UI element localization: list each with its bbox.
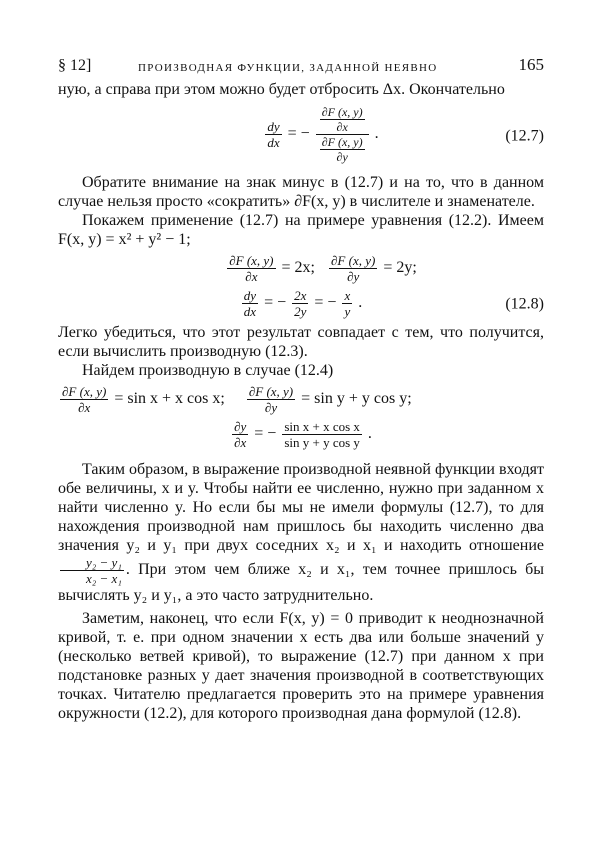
equation-12-8: $\frac{dy}{dx}$ = − $\frac{2x}{2y}$ = − $\frac{x}{y}$ . (12.8) bbox=[243, 288, 544, 319]
fraction-dy-dx: $\frac{dy}{dx}$ bbox=[267, 119, 280, 150]
ratio-fraction: $\frac{\text{y₂ − y₁}}{\text{x₂ − x₁}}$ bbox=[60, 555, 124, 586]
paragraph-case: Найдем производную в случае (12.4) bbox=[82, 362, 334, 379]
equation-case-result: $\frac{\partial y}{\partial x}$ = − $\frac{\text{sin x + x cos x}}{\text{sin y + y cos y}}$ . bbox=[234, 419, 372, 450]
equation-12-7: $\frac{dy}{dx}$ = − $\frac{\frac{\partial F (x, y)}{\partial x}}{\frac{\partial F (x, y)}{\partial y}}$ . (12.7) bbox=[267, 105, 544, 164]
equals-minus: = − bbox=[287, 125, 310, 143]
equation-number: (12.7) bbox=[505, 127, 544, 145]
equation-partials: $\frac{\partial F (x, y)}{\partial x}$ = 2x; $\frac{\partial F (x, y)}{\partial y}$ = 2y; bbox=[229, 253, 417, 284]
paragraph-example: Покажем применение (12.7) на примере уравнения (12.2). Имеем F(x, y) = x² + y² − 1; bbox=[58, 212, 544, 248]
running-header bbox=[58, 50, 544, 80]
paragraph-check: Легко убедиться, что этот результат совпадает с тем, что получится, если вычислить производную (12.3). bbox=[58, 324, 544, 360]
running-title: ПРОИЗВОДНАЯ ФУНКЦИИ, ЗАДАННОЙ НЕЯВНО bbox=[138, 62, 438, 74]
paragraph-sign-note: Обратите внимание на знак минус в (12.7) и на то, что в данном случае нельзя просто «сократить» ∂F(x, y) в числителе и знаменателе. bbox=[58, 174, 544, 210]
book-page bbox=[58, 50, 544, 723]
paragraph-multivalued: Заметим, наконец, что если F(x, y) = 0 приводит к неоднозначной кривой, т. е. при одном значении x есть два или больше значений y (несколько ветвей кривой), то выражение (12.7) при данном x при подстановке разных y дает значения производной в соответствующих точках. Читателю предлагается проверить это на примере уравнения окружности (12.2), для которого производная дана формулой (12.8). bbox=[58, 610, 544, 722]
page-number: 165 bbox=[518, 55, 544, 74]
paragraph-continuation: ную, а справа при этом можно будет отбросить Δx. Окончательно bbox=[58, 81, 505, 98]
equation-number: (12.8) bbox=[505, 295, 544, 312]
section-number: § 12] bbox=[58, 57, 92, 74]
paragraph-numeric: Таким образом, в выражение производной неявной функции входят обе величины, x и y. Чтобы найти ее численно, нужно при заданном x найти численно y. Но если бы мы не имели формулы (12.7), то для нахождения производной нам пришлось бы находить численно два значения y₂ и y₁ при двух соседних x₂ и x₁ и находить отношение $\frac{\text{y₂ − y₁}}{\text{x₂ − x₁}}$ . При этом чем ближе x₂ и x₁, тем точнее пришлось бы вычислять y₂ и y₁, а это часто затруднительно. bbox=[58, 461, 545, 604]
compound-fraction: $\frac{\frac{\partial F (x, y)}{\partial x}}{\frac{\partial F (x, y)}{\partial y}}$ bbox=[316, 105, 369, 164]
equation-case-12-4: $\frac{\partial F (x, y)}{\partial x}$ = sin x + x cos x; $\frac{\partial F (x, y)}{\partial y}$ = sin y + y cos y; bbox=[62, 384, 412, 415]
